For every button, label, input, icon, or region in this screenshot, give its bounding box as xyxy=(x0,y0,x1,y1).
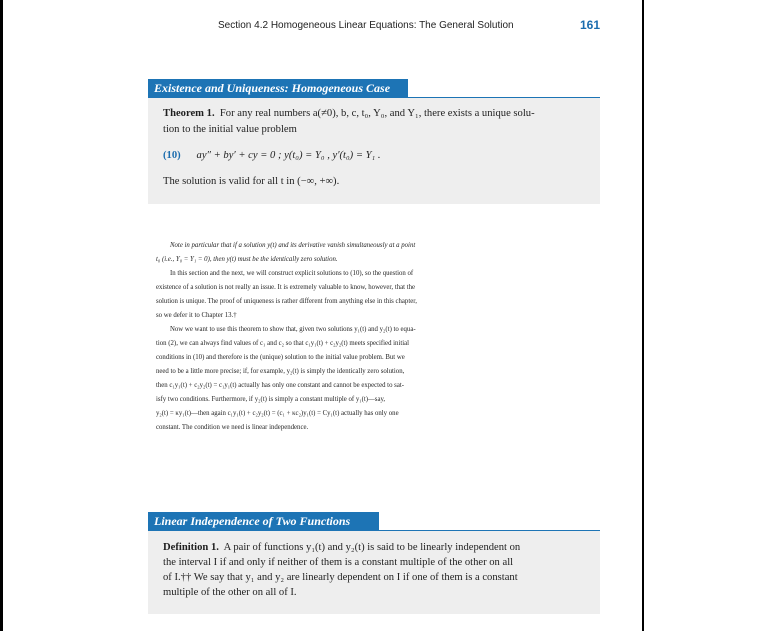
theorem-text-2: tion to the initial value problem xyxy=(163,124,297,135)
body-line-3: In this section and the next, we will construct explicit solutions to (10), so the question of xyxy=(170,270,414,277)
body-line-7: Now we want to use this theorem to show that, given two solutions y₁(t) and y₂(t) to equa- xyxy=(170,326,416,333)
theorem-line-1 xyxy=(163,107,535,121)
definition-text-3: of I.†† We say that y₁ and y₂ are linearly dependent on I if one of them is a constant xyxy=(163,572,518,583)
definition-label: Definition 1. xyxy=(163,542,219,553)
theorem-text-1: For any real numbers a(≠0), b, c, t₀, Y₀, and Y₁, there exists a unique solu- xyxy=(219,108,535,119)
body-line-2: t₀ (i.e., Y₀ = Y₁ = 0), then y(t) must be the identically zero solution. xyxy=(156,256,338,263)
running-header xyxy=(218,19,600,35)
theorem-label: Theorem 1. xyxy=(163,108,215,119)
definition-text-1: A pair of functions y₁(t) and y₂(t) is said to be linearly independent on xyxy=(223,542,521,553)
textbook-page xyxy=(148,0,600,631)
body-line-1: Note in particular that if a solution y(t) and its derivative vanish simultaneously at a point xyxy=(170,242,416,249)
body-line-4: existence of a solution is not really an issue. It is extremely valuable to know, however, that the xyxy=(156,284,416,291)
body-line-8: tion (2), we can always find values of c₁ and c₂ so that c₁y₁(t) + c₂y₂(t) meets specified initial xyxy=(156,340,410,347)
equation-body: ay″ + by′ + cy = 0 ; y(t₀) = Y₀ , y′(t₀) = Y₁ . xyxy=(196,150,381,161)
definition-line-1 xyxy=(163,541,520,555)
body-line-11: then c₁y₁(t) + c₂y₂(t) = c₁y₁(t) actually has only one constant and cannot be expected to sat- xyxy=(156,382,404,389)
section-title-linear-independence: Linear Independence of Two Functions xyxy=(148,512,379,530)
definition-text-2: the interval I if and only if neither of them is a constant multiple of the other on all xyxy=(163,557,514,568)
body-line-14: constant. The condition we need is linear independence. xyxy=(156,424,309,431)
definition-box xyxy=(148,531,600,614)
page-number: 161 xyxy=(579,18,600,32)
body-line-13: y₂(t) = κy₁(t)—then again c₁y₁(t) + c₂y₂(t) = (c₁ + κc₂)y₁(t) = Cy₁(t) actually has only one xyxy=(156,410,399,417)
theorem-box xyxy=(148,98,600,204)
body-line-10: need to be a little more precise; if, for example, y₂(t) is simply the identically zero solution, xyxy=(156,368,405,375)
right-frame-border xyxy=(642,0,644,631)
left-frame-border xyxy=(0,0,3,631)
equation-10 xyxy=(163,150,381,161)
running-title: Section 4.2 Homogeneous Linear Equations: The General Solution xyxy=(218,20,514,31)
body-line-5: solution is unique. The proof of uniqueness is rather different from anything else in this chapter, xyxy=(156,298,417,305)
body-line-9: conditions in (10) and therefore is the (unique) solution to the initial value problem. But we xyxy=(156,354,405,361)
equation-number: (10) xyxy=(163,150,181,161)
definition-text-4: multiple of the other on all of I. xyxy=(163,587,297,598)
body-line-6: so we defer it to Chapter 13.† xyxy=(156,312,237,319)
theorem-validity: The solution is valid for all t in (−∞, +∞). xyxy=(163,176,340,187)
body-line-12: isfy two conditions. Furthermore, if y₂(t) is simply a constant multiple of y₁(t)—say, xyxy=(156,396,386,403)
section-title-existence: Existence and Uniqueness: Homogeneous Case xyxy=(148,79,408,97)
